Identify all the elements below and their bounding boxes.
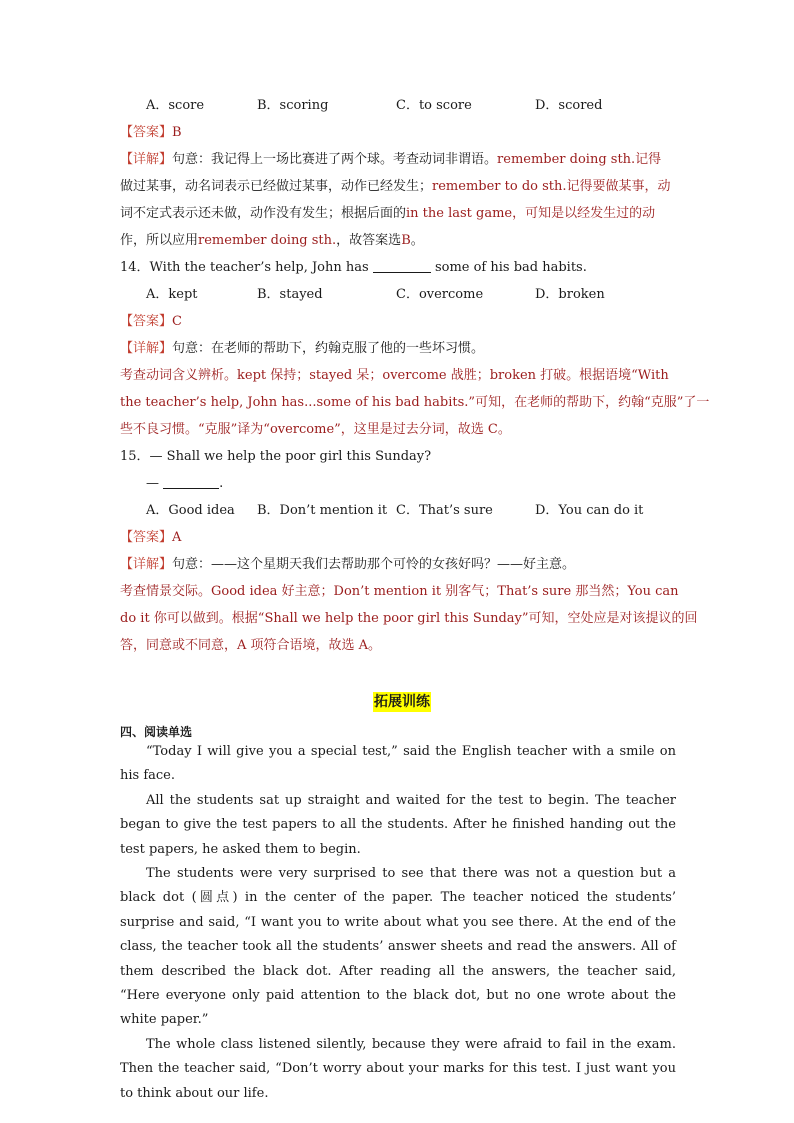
q15-detail-line-3: do it 你可以做到。根据“Shall we help the poor girl this Sunday”可知，空处应是对该提议的回 xyxy=(120,611,698,626)
q14-detail-line-1: 【详解】句意：在老师的帮助下，约翰克服了他的一些坏习惯。 xyxy=(120,341,485,356)
q14-options xyxy=(120,281,676,308)
reading-section xyxy=(120,724,676,1106)
reading-paragraph-3: The students were very surprised to see that there was not a question but a black dot (圆点) in the center of the paper. The teacher noticed the students’ surprise and said, “I want you to write about what you see there. At the end of the class, the teacher took all the students’ answer sheets and read the answers. All of them described the black dot. After reading all the answers, the teacher said, “Here everyone only paid attention to the black dot, but no one wrote about the white paper.” xyxy=(120,866,676,1028)
q13-answer: 【答案】B xyxy=(120,125,182,140)
q15-reply: — . xyxy=(146,476,224,491)
q15-option-b: B．Don’t mention it xyxy=(257,503,388,518)
q14-detail-line-3: the teacher’s help, John has...some of his bad habits.”可知，在老师的帮助下，约翰“克服”了一 xyxy=(120,395,710,410)
q13-option-d: D．scored xyxy=(535,98,603,113)
reading-heading: 四、阅读单选 xyxy=(120,725,193,739)
q14-option-a: A．kept xyxy=(146,287,198,302)
q13-option-b: B．scoring xyxy=(257,98,329,113)
q13-detail-line-3: 词不定式表示还未做，动作没有发生；根据后面的in the last game，可知是以经发生过的动 xyxy=(120,206,656,221)
q14-option-b: B．stayed xyxy=(257,287,323,302)
q13-detail-line-4: 作，所以应用remember doing sth.，故答案选B。 xyxy=(120,233,424,248)
q13-option-a: A．score xyxy=(146,98,205,113)
q15-blank xyxy=(163,474,219,489)
q15-stem: 15．— Shall we help the poor girl this Sunday? xyxy=(120,449,432,464)
q15-option-c: C．That’s sure xyxy=(396,503,493,518)
q14-answer: 【答案】C xyxy=(120,314,182,329)
q14-detail-line-2: 考查动词含义辨析。kept 保持；stayed 呆；overcome 战胜；broken 打破。根据语境“With xyxy=(120,368,669,383)
q15-detail-line-2: 考查情景交际。Good idea 好主意；Don’t mention it 别客气；That’s sure 那当然；You can xyxy=(120,584,679,599)
q13-options xyxy=(120,92,676,119)
section-title: 拓展训练 xyxy=(374,694,430,710)
q14-stem: 14．With the teacher’s help, John has some of his bad habits. xyxy=(120,260,587,275)
reading-paragraph-4: The whole class listened silently, because they were afraid to fail in the exam. Then the teacher said, “Don’t worry about your marks for this test. I just want you to think about our life. xyxy=(120,1036,676,1101)
q15-answer: 【答案】A xyxy=(120,530,182,545)
q15-detail-line-1: 【详解】句意：——这个星期天我们去帮助那个可怜的女孩好吗？——好主意。 xyxy=(120,557,576,572)
q15-option-d: D．You can do it xyxy=(535,503,644,518)
q15-option-a: A．Good idea xyxy=(146,503,235,518)
question-block xyxy=(120,92,710,659)
q13-detail-line-2: 做过某事，动名词表示已经做过某事，动作已经发生；remember to do sth.记得要做某事，动 xyxy=(120,179,671,194)
reading-paragraph-2: All the students sat up straight and waited for the test to begin. The teacher began to give the test papers to all the students. After he finished handing out the test papers, he asked them to begin. xyxy=(120,792,676,857)
q15-detail-line-4: 答，同意或不同意，A 项符合语境，故选 A。 xyxy=(120,638,382,653)
q13-option-c: C．to score xyxy=(396,98,472,113)
q14-blank xyxy=(373,258,431,273)
q14-option-c: C．overcome xyxy=(396,287,484,302)
q13-detail-line-1: 【详解】句意：我记得上一场比赛进了两个球。考查动词非谓语。remember doing sth.记得 xyxy=(120,152,662,167)
q14-option-d: D．broken xyxy=(535,287,605,302)
q15-options xyxy=(120,497,676,524)
q14-detail-line-4: 些不良习惯。“克服”译为“overcome”，这里是过去分词，故选 C。 xyxy=(120,422,511,437)
reading-paragraph-1: “Today I will give you a special test,” said the English teacher with a smile on his face. xyxy=(120,744,676,784)
